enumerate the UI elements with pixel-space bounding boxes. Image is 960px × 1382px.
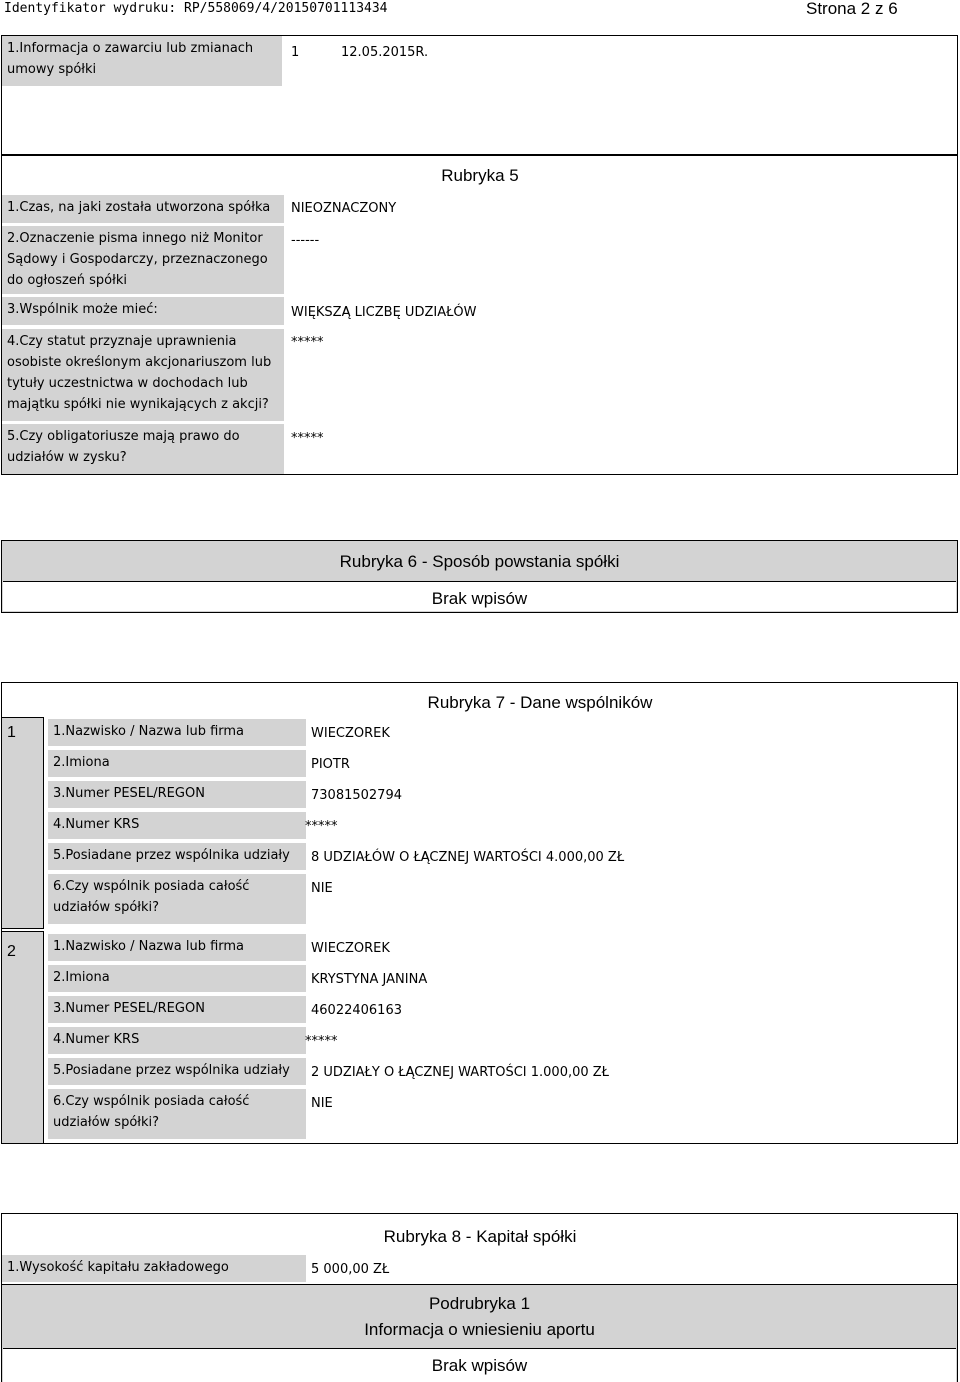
partner1-row4-label: 4.Numer KRS <box>48 812 306 839</box>
partner1-number-cell <box>2 717 44 929</box>
partner2-row1-value: WIECZOREK <box>311 941 390 956</box>
rubryka5-row4-label: 4.Czy statut przyznaje uprawnienia osobiste określonym akcjonariuszom lub tytuły uczestnictwa w dochodach lub majątku spółki nie wynikających z akcji? <box>2 329 284 421</box>
partner1-row5-label: 5.Posiadane przez wspólnika udziały <box>48 843 306 870</box>
rubryka5-row4-value: ***** <box>291 335 324 350</box>
partner1-row3-value: 73081502794 <box>311 788 402 803</box>
rubryka5-row3-value: WIĘKSZĄ LICZBĘ UDZIAŁÓW <box>291 305 477 320</box>
partner1-row1-label: 1.Nazwisko / Nazwa lub firma <box>48 719 306 746</box>
partner2-row5-label: 5.Posiadane przez wspólnika udziały <box>48 1058 306 1085</box>
partner1-row1-value: WIECZOREK <box>311 726 390 741</box>
partner2-number-cell <box>2 931 44 1143</box>
partner1-row6-value: NIE <box>311 881 333 896</box>
rubryka5-row3-label: 3.Wspólnik może mieć: <box>2 297 284 325</box>
partner1-row5-value: 8 UDZIAŁÓW O ŁĄCZNEJ WARTOŚCI 4.000,00 ZŁ <box>311 850 625 865</box>
subrubryka-empty: Brak wpisów <box>431 1356 528 1375</box>
partner2-row3-value: 46022406163 <box>311 1003 402 1018</box>
top-info-date: 12.05.2015R. <box>341 45 429 60</box>
top-info-label <box>2 36 282 86</box>
rubryka5-row1-label: 1.Czas, na jaki została utworzona spółka <box>2 195 284 223</box>
partner2-row5-value: 2 UDZIAŁY O ŁĄCZNEJ WARTOŚCI 1.000,00 ZŁ <box>311 1065 609 1080</box>
rubryka5-row1-value: NIEOZNACZONY <box>291 201 397 216</box>
rubryka6-empty: Brak wpisów <box>431 589 528 608</box>
page-number: Strona 2 z 6 <box>806 0 898 18</box>
capital-label: 1.Wysokość kapitału zakładowego <box>2 1255 306 1282</box>
partner1-row2-value: PIOTR <box>311 757 350 772</box>
partner2-number: 2 <box>7 943 16 960</box>
print-id: Identyfikator wydruku: RP/558069/4/20150701113434 <box>4 1 388 16</box>
partner1-row3-label: 3.Numer PESEL/REGON <box>48 781 306 808</box>
partner2-row6-value: NIE <box>311 1096 333 1111</box>
rubryka5-row2-label: 2.Oznaczenie pisma innego niż Monitor Sądowy i Gospodarczy, przeznaczonego do ogłoszeń spółki <box>2 226 284 294</box>
partner2-row4-value: ***** <box>305 1034 338 1049</box>
rubryka5-title: Rubryka 5 <box>441 166 519 185</box>
rubryka8-title: Rubryka 8 - Kapitał spółki <box>383 1227 577 1246</box>
partner2-row1-label: 1.Nazwisko / Nazwa lub firma <box>48 934 306 961</box>
partner2-row2-label: 2.Imiona <box>48 965 306 992</box>
partner1-row2-label: 2.Imiona <box>48 750 306 777</box>
partner2-row3-label: 3.Numer PESEL/REGON <box>48 996 306 1023</box>
top-info-number: 1 <box>291 45 300 60</box>
partner2-row6-label: 6.Czy wspólnik posiada całość udziałów spółki? <box>48 1089 306 1139</box>
partner1-row4-value: ***** <box>305 819 338 834</box>
subrubryka-subtitle: Informacja o wniesieniu aportu <box>364 1320 595 1339</box>
partner1-number: 1 <box>7 724 16 741</box>
rubryka5-row5-label: 5.Czy obligatoriusze mają prawo do udziałów w zysku? <box>2 424 284 474</box>
top-info-label-text: 1.Informacja o zawarciu lub zmianach umowy spółki <box>7 41 254 77</box>
subrubryka-title: Podrubryka 1 <box>428 1294 531 1313</box>
partner1-row6-label: 6.Czy wspólnik posiada całość udziałów spółki? <box>48 874 306 924</box>
capital-value: 5 000,00 ZŁ <box>311 1262 390 1277</box>
rubryka5-row2-value: ------ <box>291 233 320 248</box>
partner2-row2-value: KRYSTYNA JANINA <box>311 972 428 987</box>
partner2-row4-label: 4.Numer KRS <box>48 1027 306 1054</box>
rubryka6-title: Rubryka 6 - Sposób powstania spółki <box>339 552 620 571</box>
rubryka5-row5-value: ***** <box>291 431 324 446</box>
rubryka7-title: Rubryka 7 - Dane wspólników <box>427 693 653 712</box>
